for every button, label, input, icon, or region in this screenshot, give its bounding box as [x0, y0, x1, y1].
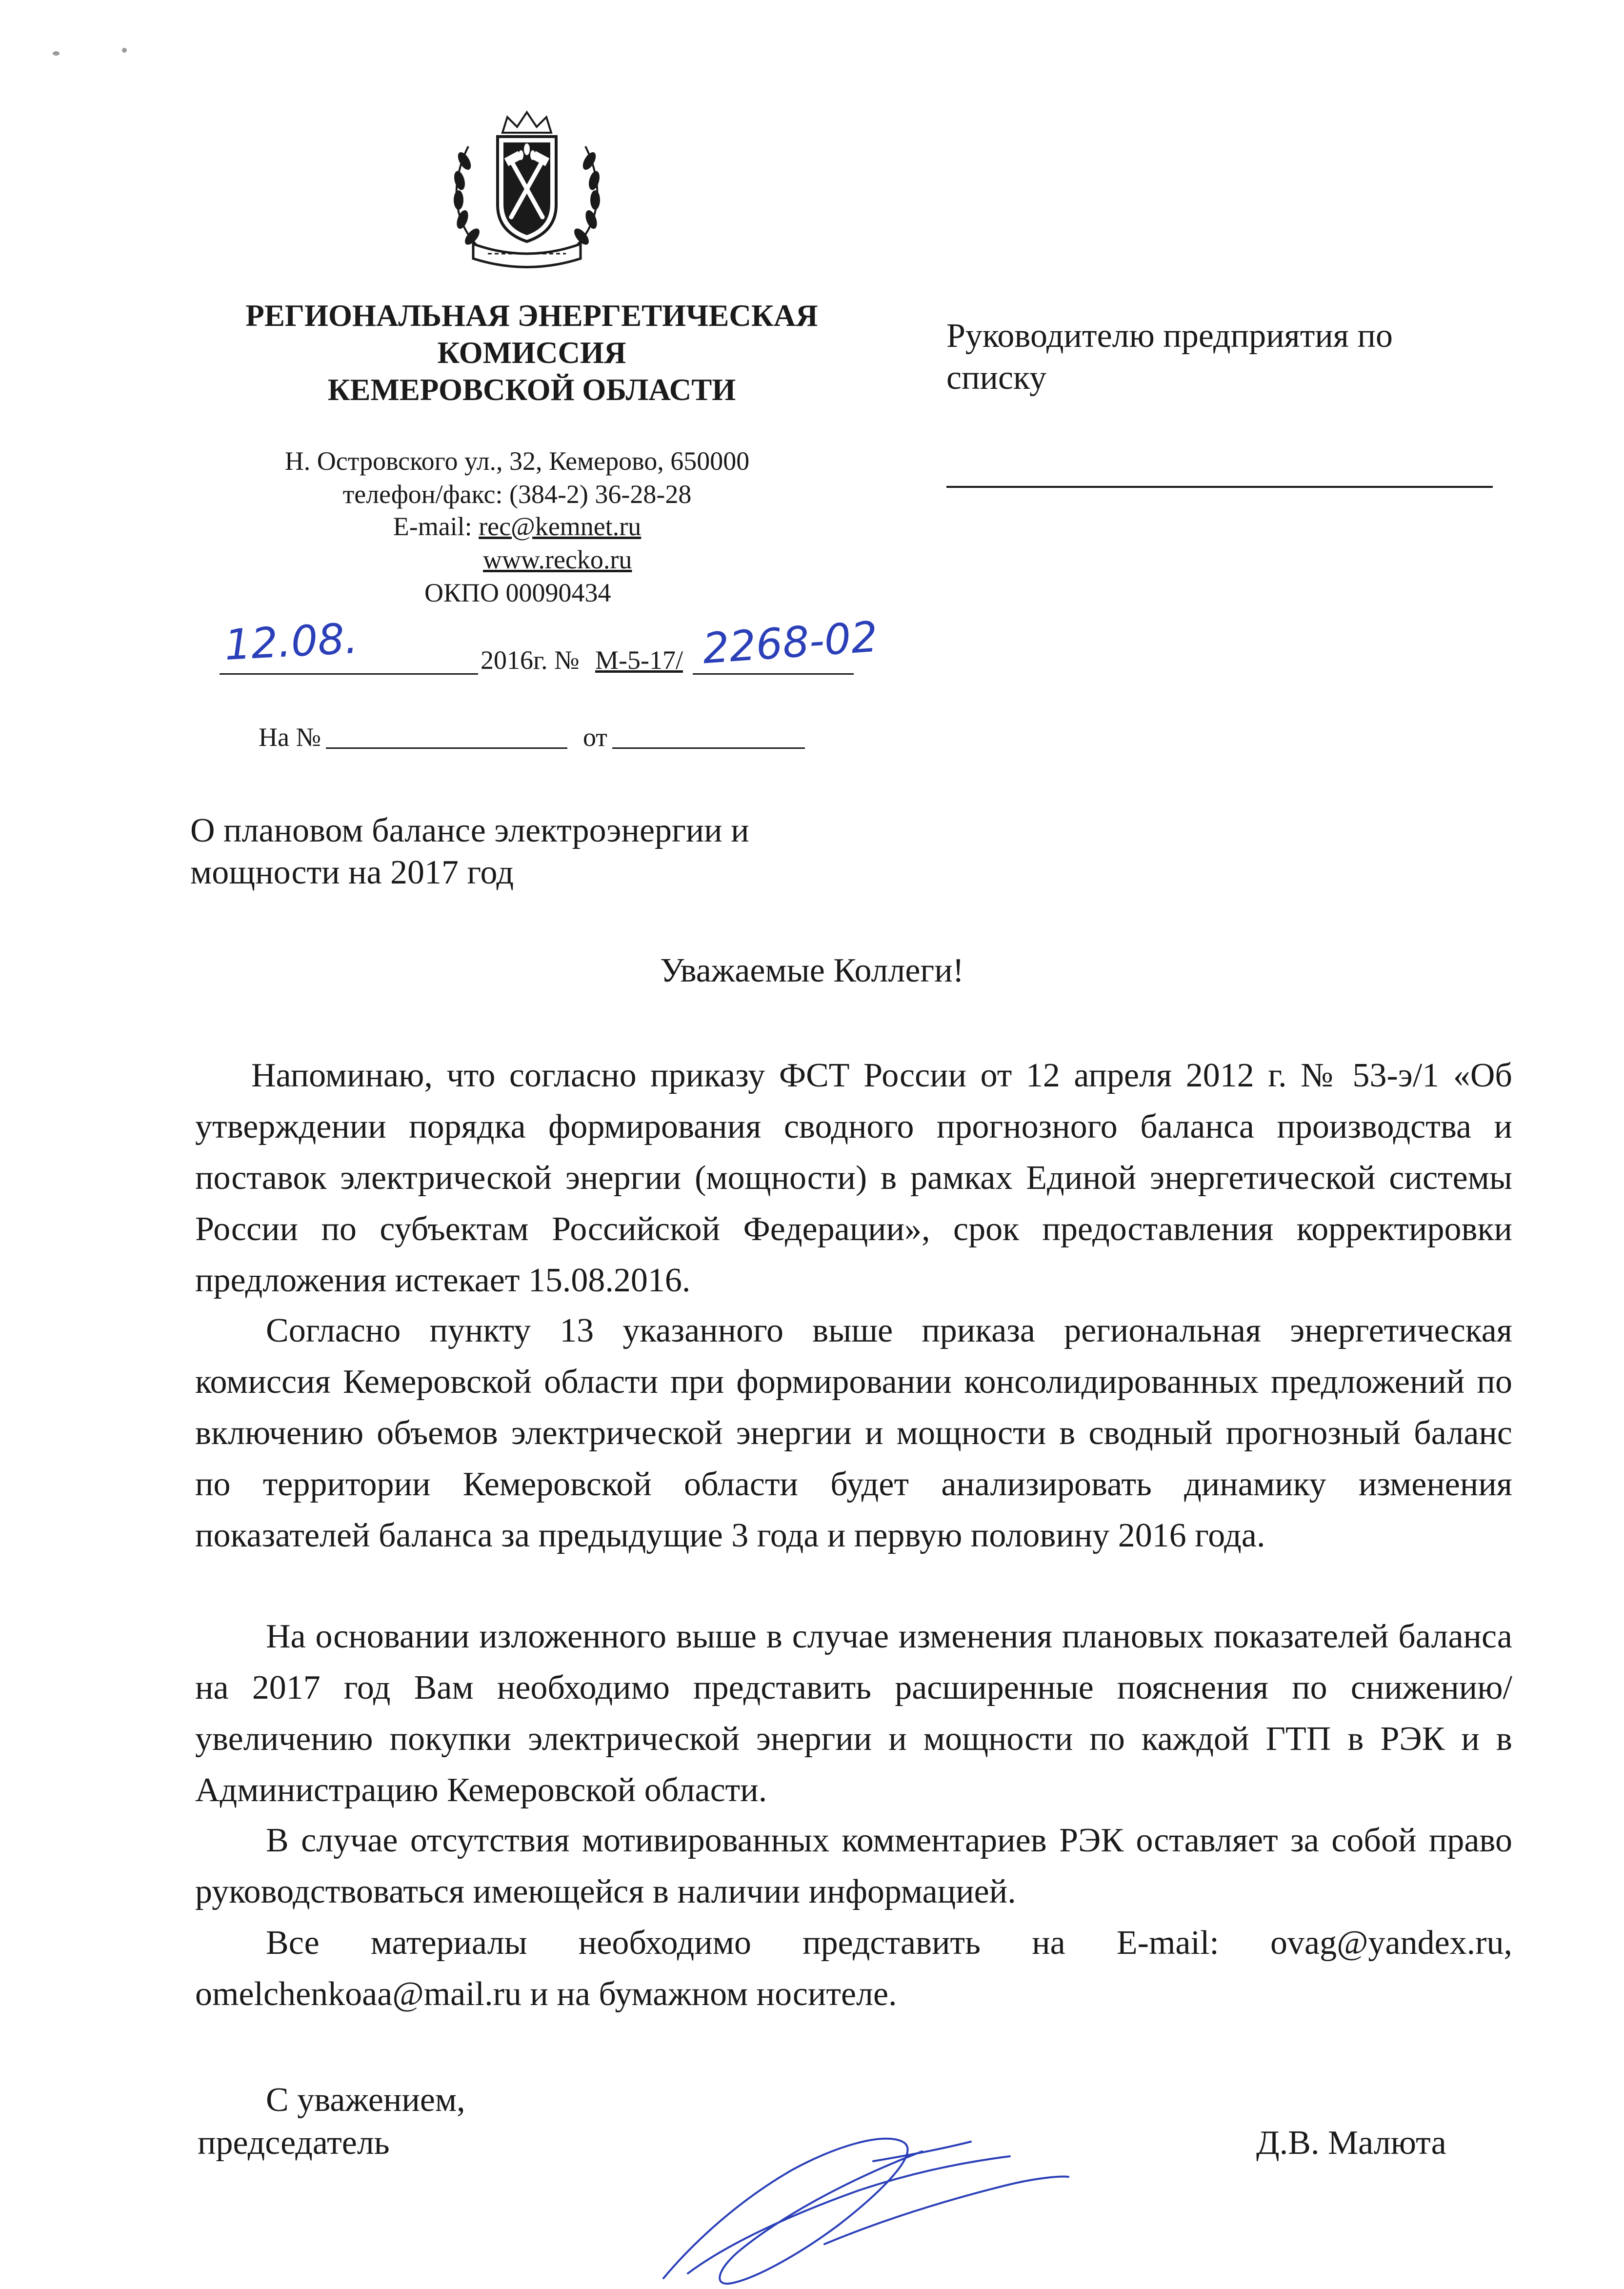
sender-website-line [483, 543, 632, 576]
body-paragraph-2: Согласно пункту 13 указанного выше приказа региональная энергетическая комиссия Кемеровской области при формировании консолидированных предложений по включению объемов электрической энергии и мощности в сводный прогнозный баланс по территории Кемеровской области будет анализировать динамику изменения показателей баланса за предыдущие 3 года и первую половину 2016 года. [195, 1312, 1512, 1554]
handwritten-signature-icon [629, 2132, 1088, 2288]
registration-number-prefix: М-5-17/ [595, 645, 683, 675]
sender-email-link[interactable]: rec@kemnet.ru [479, 512, 642, 541]
addressee-underline [946, 486, 1493, 488]
addressee-line2: списку [946, 359, 1047, 397]
body-paragraph-3: На основании изложенного выше в случае изменения плановых показателей баланса на 2017 год Вам необходимо представить расширенные пояснения по снижению/увеличению покупки электрической энергии и мощности по каждой ГТП в РЭК и в Администрацию Кемеровской области. [195, 1618, 1512, 1809]
scan-speck [122, 48, 127, 53]
greeting: Уважаемые Коллеги! [660, 952, 964, 989]
body-paragraph-4: В случае отсутствия мотивированных комментариев РЭК оставляет за собой право руководствоваться имеющейся в наличии информацией. [195, 1822, 1512, 1910]
reference-number-blank [326, 747, 567, 749]
closing-position: председатель [198, 2124, 390, 2162]
sender-org-name-line3: КЕМЕРОВСКОЙ ОБЛАСТИ [327, 373, 736, 407]
reference-from-label: от [583, 723, 607, 752]
registration-year-label: 2016г. № [481, 645, 580, 675]
reference-date-blank [612, 747, 805, 749]
sender-email-label: E-mail: [393, 512, 479, 541]
scan-speck [53, 51, 60, 56]
subject-line2: мощности на 2017 год [190, 854, 514, 891]
reference-label: На № [259, 723, 321, 752]
handwritten-reg-number: 2268-02 [701, 612, 880, 674]
date-underline [220, 673, 478, 675]
closing-signatory-name: Д.В. Малюта [1256, 2124, 1446, 2162]
body-paragraph-5: Все материалы необходимо представить на E-mail: ovag@yandex.ru, omelchenkoaa@mail.ru и на бумажном носителе. [195, 1924, 1512, 2013]
addressee-line1: Руководителю предприятия по [946, 317, 1393, 355]
sender-email-line [205, 510, 829, 542]
sender-address: Н. Островского ул., 32, Кемерово, 650000 [284, 446, 750, 476]
body-paragraph-1: Напоминаю, что согласно приказу ФСТ России от 12 апреля 2012 г. № 53-э/1 «Об утверждении порядка формирования сводного прогнозного баланса производства и поставок электрической энергии (мощности) в рамках Единой энергетической системы России по субъектам Российской Федерации», срок предоставления корректировки предложения истекает 15.08.2016. [195, 1057, 1512, 1299]
coat-of-arms-icon [434, 107, 620, 273]
sender-org-name-line1: РЕГИОНАЛЬНАЯ ЭНЕРГЕТИЧЕСКАЯ [245, 299, 818, 333]
closing-regards: С уважением, [266, 2081, 465, 2119]
sender-org-name-line2: КОМИССИЯ [437, 336, 626, 370]
sender-okpo: ОКПО 00090434 [424, 578, 611, 607]
number-underline [693, 673, 854, 675]
sender-website-link[interactable]: www.recko.ru [483, 545, 632, 574]
subject-line1: О плановом балансе электроэнергии и [190, 812, 749, 849]
handwritten-date: 12.08. [223, 614, 359, 670]
sender-phone: телефон/факс: (384-2) 36-28-28 [342, 480, 692, 509]
